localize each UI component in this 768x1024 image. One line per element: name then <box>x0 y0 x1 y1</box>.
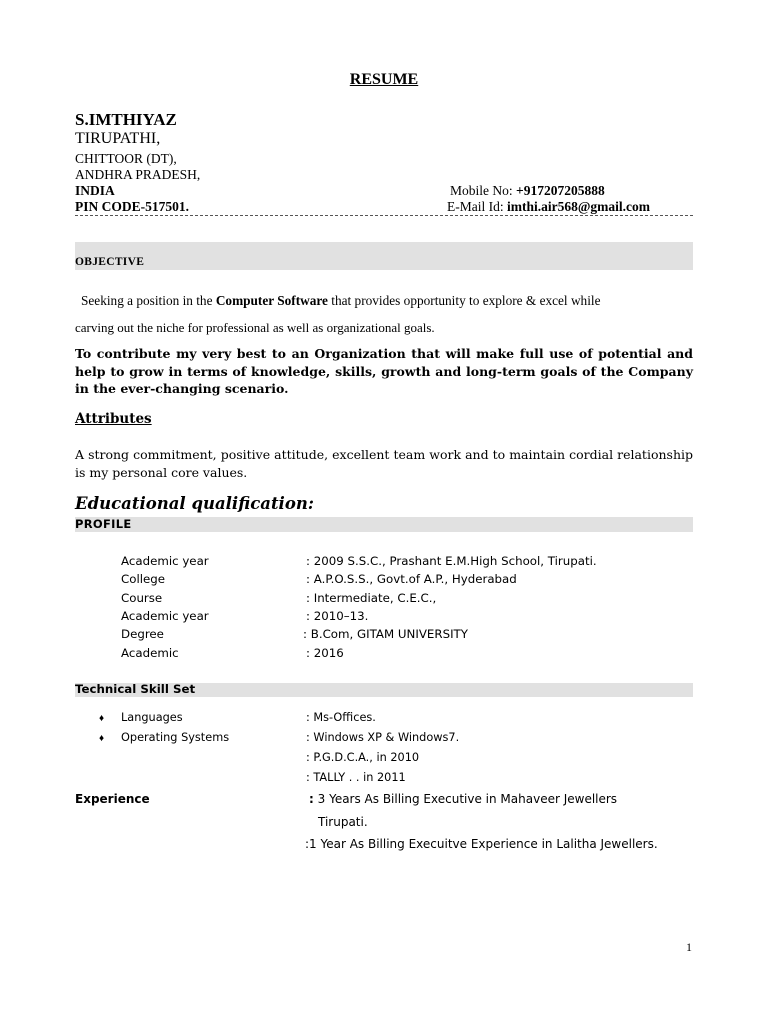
profile-heading: PROFILE <box>75 517 132 531</box>
candidate-name: S.IMTHIYAZ <box>75 110 177 129</box>
email-label: E-Mail Id: <box>447 199 507 214</box>
skills-heading: Technical Skill Set <box>75 682 196 696</box>
attributes-text: A strong commitment, positive attitude, excellent team work and to maintain cordial relationship is my personal core values. <box>75 447 693 480</box>
address-line-pincode: PIN CODE-517501. <box>75 199 189 214</box>
experience-line-3: :1 Year As Billing Execuitve Experience in Lalitha Jewellers. <box>305 837 658 851</box>
experience-line-1 <box>309 792 617 806</box>
education-value: : 2009 S.S.C., Prashant E.M.High School, Tirupati. <box>306 554 597 568</box>
education-label: College <box>121 572 166 586</box>
skill-label: Operating Systems <box>121 731 230 744</box>
address-line-district: CHITTOOR (DT), <box>75 151 177 166</box>
experience-line-1-text: 3 Years As Billing Executive in Mahaveer Jewellers <box>313 792 618 806</box>
skill-value: : Windows XP & Windows7. <box>306 731 460 744</box>
experience-line-2: Tirupati. <box>318 815 368 829</box>
objective-line-1-end: that provides opportunity to explore & excel while <box>327 293 601 308</box>
experience-colon: : <box>309 792 314 806</box>
experience-label: Experience <box>75 792 150 806</box>
attributes-heading: Attributes <box>75 411 152 427</box>
objective-keyword: Computer Software <box>215 293 328 308</box>
skill-value: : Ms-Offices. <box>306 711 376 724</box>
resume-title: RESUME <box>349 71 419 88</box>
education-value: : Intermediate, C.E.C., <box>306 591 437 605</box>
profile-band <box>75 517 693 532</box>
education-label: Academic year <box>121 554 209 568</box>
page-number: 1 <box>686 940 692 954</box>
skill-extra: : TALLY . . in 2011 <box>306 771 406 784</box>
email-contact <box>447 199 650 215</box>
diamond-bullet-icon: ♦ <box>99 733 105 744</box>
objective-band <box>75 242 693 270</box>
education-heading: Educational qualification: <box>75 494 314 513</box>
education-value: : 2016 <box>306 646 344 660</box>
mobile-contact <box>450 183 605 199</box>
email-address: imthi.air568@gmail.com <box>507 199 651 214</box>
header-divider <box>75 215 693 216</box>
objective-line-1-start: Seeking a position in the <box>81 293 216 308</box>
mobile-number: +917207205888 <box>516 183 605 198</box>
objective-paragraph: To contribute my very best to an Organization that will make full use of potential and help to grow in terms of knowledge, skills, growth and long-term goals of the Company in the ever-changing scenario. <box>75 346 693 396</box>
education-value: : B.Com, GITAM UNIVERSITY <box>303 627 468 641</box>
education-label: Degree <box>121 627 164 641</box>
objective-heading: OBJECTIVE <box>75 256 145 268</box>
diamond-bullet-icon: ♦ <box>99 713 105 724</box>
address-line-city: TIRUPATHI, <box>75 130 161 147</box>
education-value: : 2010–13. <box>306 609 369 623</box>
education-label: Academic year <box>121 609 209 623</box>
address-line-state: ANDHRA PRADESH, <box>75 167 201 182</box>
skill-extra: : P.G.D.C.A., in 2010 <box>306 751 420 764</box>
address-line-country: INDIA <box>75 183 115 198</box>
objective-line-1 <box>81 293 601 309</box>
education-label: Academic <box>121 646 179 660</box>
objective-line-2: carving out the niche for professional as well as organizational goals. <box>75 320 435 335</box>
education-value: : A.P.O.S.S., Govt.of A.P., Hyderabad <box>306 572 517 586</box>
education-label: Course <box>121 591 163 605</box>
skill-label: Languages <box>121 711 183 724</box>
mobile-label: Mobile No: <box>450 183 516 198</box>
